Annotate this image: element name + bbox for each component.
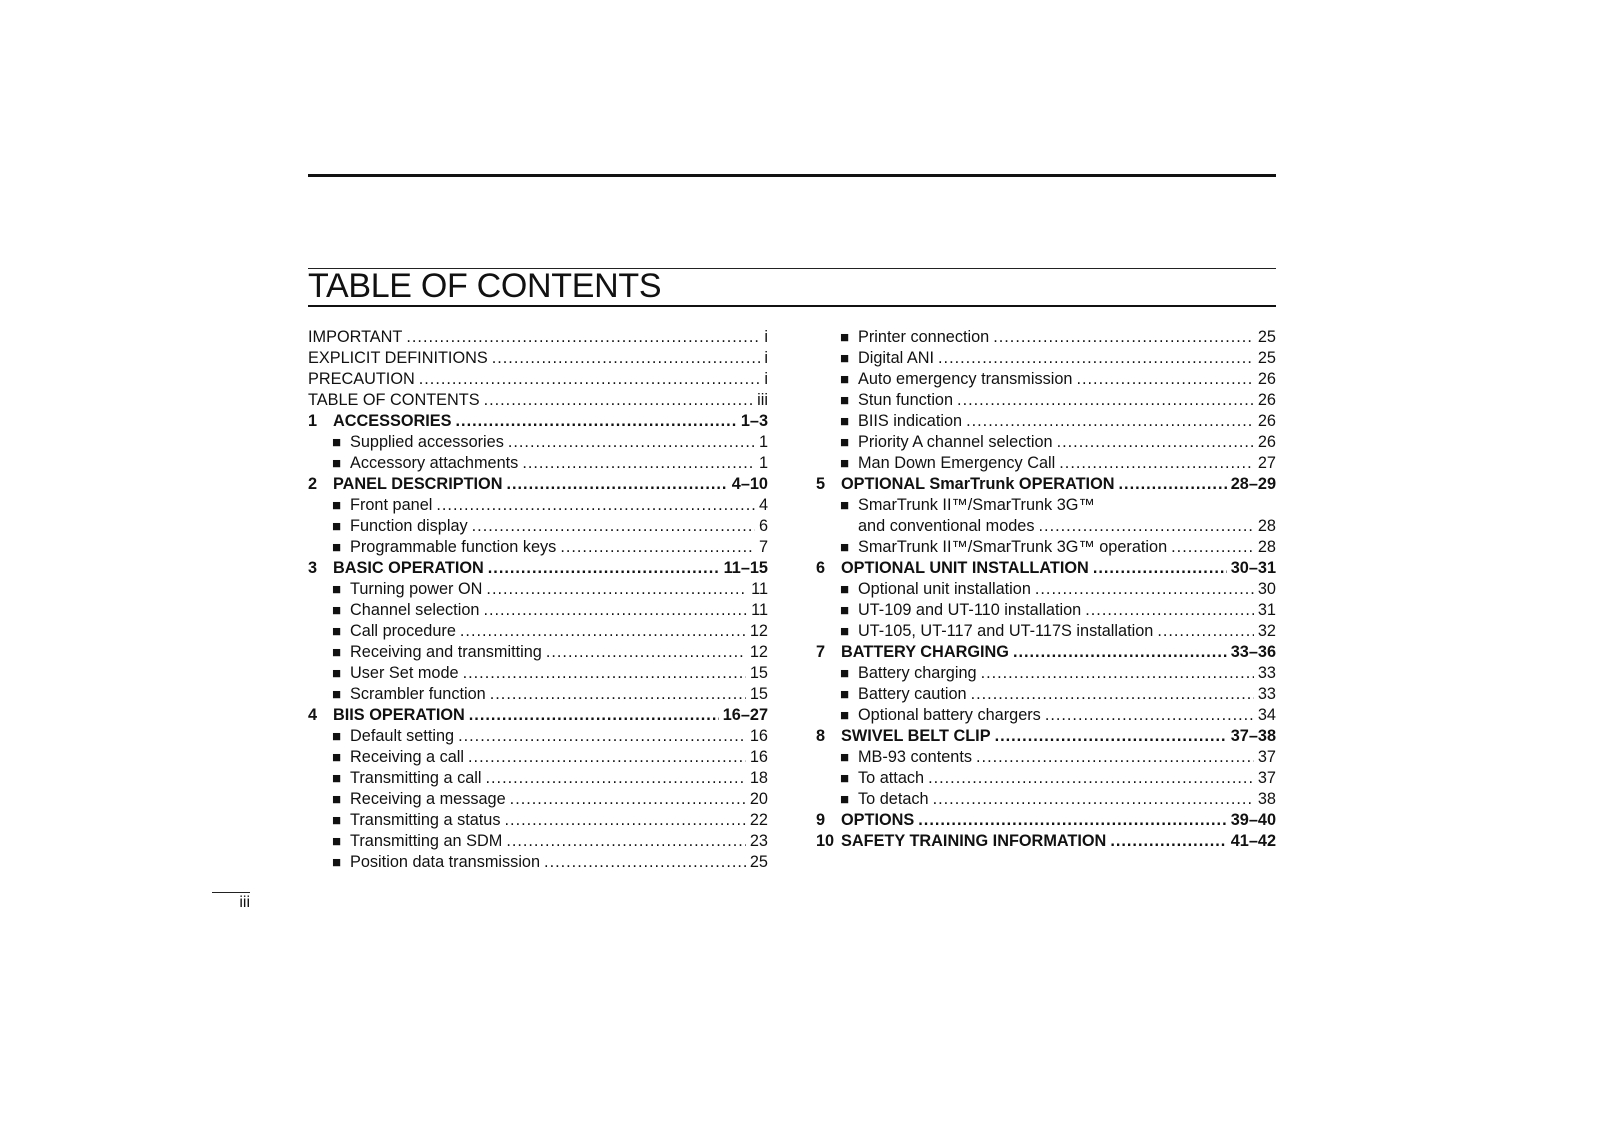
toc-section-entry[interactable] (308, 453, 768, 474)
entry-page: 11 (751, 601, 768, 619)
toc-chapter-entry[interactable] (816, 642, 1276, 663)
entry-page: i (764, 370, 768, 388)
toc-section-entry[interactable] (816, 453, 1276, 474)
toc-section-entry[interactable] (816, 579, 1276, 600)
dot-leader (976, 747, 1254, 768)
entry-page: 11 (751, 580, 768, 598)
entry-page: 7 (758, 538, 768, 556)
entry-page: 28–29 (1230, 475, 1276, 493)
entry-title: Stun function (858, 391, 954, 409)
toc-section-entry[interactable] (308, 789, 768, 810)
dot-leader (486, 579, 747, 600)
entry-page: 30 (1257, 580, 1276, 598)
entry-page: 26 (1257, 391, 1276, 409)
entry-title: Accessory attachments (350, 454, 519, 472)
dot-leader (406, 327, 760, 348)
dot-leader (436, 495, 755, 516)
entry-title: Front panel (350, 496, 433, 514)
square-bullet-icon: ■ (332, 602, 342, 619)
dot-leader (419, 369, 761, 390)
toc-section-entry[interactable] (816, 348, 1276, 369)
toc-chapter-entry[interactable] (816, 726, 1276, 747)
square-bullet-icon: ■ (332, 455, 342, 472)
chapter-number: 8 (816, 727, 826, 745)
entry-page: 26 (1257, 412, 1276, 430)
toc-section-entry[interactable] (308, 831, 768, 852)
square-bullet-icon: ■ (840, 413, 850, 430)
top-rule (308, 174, 1276, 177)
dot-leader (1171, 537, 1254, 558)
square-bullet-icon: ■ (840, 791, 850, 808)
entry-page: 4 (758, 496, 768, 514)
entry-title: Channel selection (350, 601, 480, 619)
entry-title: PRECAUTION (308, 370, 415, 388)
entry-title: PANEL DESCRIPTION (333, 475, 503, 493)
page-title: TABLE OF CONTENTS (308, 267, 662, 305)
entry-title: Receiving a call (350, 748, 465, 766)
entry-title: UT-109 and UT-110 installation (858, 601, 1082, 619)
entry-page: iii (757, 391, 768, 409)
dot-leader (460, 621, 746, 642)
entry-page: 30–31 (1230, 559, 1276, 577)
dot-leader (971, 684, 1254, 705)
dot-leader (1059, 453, 1254, 474)
square-bullet-icon: ■ (332, 749, 342, 766)
entry-title: OPTIONS (841, 811, 915, 829)
toc-section-entry[interactable] (816, 768, 1276, 789)
square-bullet-icon: ■ (332, 497, 342, 514)
entry-page: 16–27 (722, 706, 768, 724)
entry-page: 12 (749, 643, 768, 661)
toc-section-entry[interactable] (816, 390, 1276, 411)
dot-leader (472, 516, 755, 537)
entry-page: 20 (749, 790, 768, 808)
toc-section-entry[interactable] (308, 495, 768, 516)
entry-title: Default setting (350, 727, 455, 745)
toc-chapter-entry[interactable] (816, 474, 1276, 495)
entry-title: To detach (858, 790, 929, 808)
toc-front-entry[interactable] (308, 327, 768, 348)
entry-title: Man Down Emergency Call (858, 454, 1056, 472)
entry-title: SmarTrunk II™/SmarTrunk 3G™ (858, 496, 1095, 514)
chapter-number: 4 (308, 706, 318, 724)
entry-title: BIIS OPERATION (333, 706, 465, 724)
dot-leader (1076, 369, 1253, 390)
toc-section-entry[interactable] (816, 663, 1276, 684)
entry-page: 26 (1257, 370, 1276, 388)
dot-leader (484, 390, 754, 411)
toc-section-entry[interactable] (816, 621, 1276, 642)
entry-page: 38 (1257, 790, 1276, 808)
entry-title: Position data transmission (350, 853, 541, 871)
dot-leader (993, 327, 1254, 348)
dot-leader (506, 474, 727, 495)
chapter-number: 1 (308, 412, 318, 430)
dot-leader (1110, 831, 1226, 852)
toc-section-entry[interactable] (308, 516, 768, 537)
toc-section-entry[interactable] (816, 327, 1276, 348)
entry-page: 16 (749, 748, 768, 766)
dot-leader (918, 810, 1226, 831)
dot-leader (469, 705, 719, 726)
toc-left-column (308, 327, 768, 873)
entry-page: 31 (1257, 601, 1276, 619)
toc-section-entry[interactable] (308, 747, 768, 768)
toc-chapter-entry[interactable] (308, 705, 768, 726)
entry-title: SWIVEL BELT CLIP (841, 727, 991, 745)
entry-title: Receiving and transmitting (350, 643, 542, 661)
square-bullet-icon: ■ (840, 602, 850, 619)
toc-section-entry[interactable] (816, 600, 1276, 621)
dot-leader (981, 663, 1254, 684)
toc-chapter-entry[interactable] (308, 411, 768, 432)
entry-page: 6 (758, 517, 768, 535)
entry-title: Optional battery chargers (858, 706, 1041, 724)
toc-section-entry[interactable] (816, 537, 1276, 558)
square-bullet-icon: ■ (332, 665, 342, 682)
square-bullet-icon: ■ (840, 455, 850, 472)
dot-leader (1119, 474, 1227, 495)
dot-leader (1057, 432, 1254, 453)
entry-page: 15 (749, 664, 768, 682)
dot-leader (490, 684, 746, 705)
square-bullet-icon: ■ (840, 371, 850, 388)
toc-front-entry[interactable] (308, 390, 768, 411)
dot-leader (560, 537, 755, 558)
chapter-number: 5 (816, 475, 826, 493)
toc-section-entry[interactable] (308, 537, 768, 558)
entry-title: Transmitting an SDM (350, 832, 503, 850)
dot-leader (486, 768, 746, 789)
entry-page: i (764, 349, 768, 367)
entry-page: 4–10 (731, 475, 768, 493)
toc-front-entry[interactable] (308, 369, 768, 390)
toc-section-entry[interactable] (308, 684, 768, 705)
dot-leader (1039, 516, 1254, 537)
entry-title: OPTIONAL SmarTrunk OPERATION (841, 475, 1115, 493)
toc-section-entry[interactable] (816, 684, 1276, 705)
entry-page: 25 (1257, 328, 1276, 346)
dot-leader (463, 663, 746, 684)
entry-title: TABLE OF CONTENTS (308, 391, 480, 409)
entry-page: 33 (1257, 664, 1276, 682)
entry-page: 25 (1257, 349, 1276, 367)
page-number: iii (239, 894, 250, 911)
chapter-number: 2 (308, 475, 318, 493)
square-bullet-icon: ■ (332, 854, 342, 871)
entry-page: 33 (1257, 685, 1276, 703)
toc-chapter-entry[interactable] (308, 474, 768, 495)
toc-chapter-entry[interactable] (816, 831, 1276, 852)
entry-page: 22 (749, 811, 768, 829)
entry-title: UT-105, UT-117 and UT-117S installation (858, 622, 1154, 640)
entry-title: Printer connection (858, 328, 990, 346)
square-bullet-icon: ■ (840, 770, 850, 787)
square-bullet-icon: ■ (840, 329, 850, 346)
toc-section-entry[interactable] (816, 369, 1276, 390)
toc-chapter-entry[interactable] (308, 558, 768, 579)
entry-page: 33–36 (1230, 643, 1276, 661)
dot-leader (1085, 600, 1254, 621)
entry-page: 25 (749, 853, 768, 871)
dot-leader (483, 600, 747, 621)
square-bullet-icon: ■ (840, 707, 850, 724)
entry-page: i (764, 328, 768, 346)
entry-page: 1 (758, 433, 768, 451)
entry-page: 39–40 (1230, 811, 1276, 829)
toc-chapter-entry[interactable] (816, 810, 1276, 831)
toc-section-entry[interactable] (816, 432, 1276, 453)
dot-leader (938, 348, 1254, 369)
entry-page: 23 (749, 832, 768, 850)
chapter-number: 3 (308, 559, 318, 577)
entry-page: 15 (749, 685, 768, 703)
entry-page: 27 (1257, 454, 1276, 472)
dot-leader (510, 789, 746, 810)
dot-leader (995, 726, 1227, 747)
entry-title: SAFETY TRAINING INFORMATION (841, 832, 1107, 850)
chapter-number: 6 (816, 559, 826, 577)
square-bullet-icon: ■ (332, 644, 342, 661)
dot-leader (546, 642, 746, 663)
entry-title: User Set mode (350, 664, 459, 682)
square-bullet-icon: ■ (840, 623, 850, 640)
toc-section-entry[interactable] (308, 852, 768, 873)
toc-section-entry[interactable] (816, 789, 1276, 810)
toc-section-entry[interactable] (308, 768, 768, 789)
entry-title: Programmable function keys (350, 538, 557, 556)
entry-title: Battery charging (858, 664, 977, 682)
entry-title: Auto emergency transmission (858, 370, 1073, 388)
chapter-number: 7 (816, 643, 826, 661)
toc-section-entry[interactable] (816, 747, 1276, 768)
square-bullet-icon: ■ (332, 518, 342, 535)
entry-title: Digital ANI (858, 349, 935, 367)
entry-title: MB-93 contents (858, 748, 973, 766)
entry-title: IMPORTANT (308, 328, 403, 346)
entry-page: 16 (749, 727, 768, 745)
square-bullet-icon: ■ (332, 539, 342, 556)
toc-section-entry[interactable] (308, 642, 768, 663)
entry-title: BATTERY CHARGING (841, 643, 1009, 661)
square-bullet-icon: ■ (840, 749, 850, 766)
entry-title: Function display (350, 517, 468, 535)
entry-title: and conventional modes (858, 517, 1035, 535)
square-bullet-icon: ■ (332, 581, 342, 598)
dot-leader (488, 558, 720, 579)
square-bullet-icon: ■ (840, 497, 850, 514)
entry-page: 28 (1257, 538, 1276, 556)
entry-page: 41–42 (1230, 832, 1276, 850)
toc-section-entry[interactable] (816, 705, 1276, 726)
toc-section-entry[interactable] (308, 726, 768, 747)
entry-page: 32 (1257, 622, 1276, 640)
square-bullet-icon: ■ (332, 728, 342, 745)
entry-title: EXPLICIT DEFINITIONS (308, 349, 488, 367)
entry-page: 18 (749, 769, 768, 787)
entry-title: ACCESSORIES (333, 412, 452, 430)
toc-chapter-entry[interactable] (816, 558, 1276, 579)
entry-title: Turning power ON (350, 580, 483, 598)
toc-section-entry[interactable] (816, 495, 1276, 516)
entry-title: Supplied accessories (350, 433, 504, 451)
entry-title: Optional unit installation (858, 580, 1031, 598)
toc-front-entry[interactable] (308, 348, 768, 369)
square-bullet-icon: ■ (840, 539, 850, 556)
dot-leader (544, 852, 746, 873)
square-bullet-icon: ■ (332, 623, 342, 640)
dot-leader (1157, 621, 1254, 642)
dot-leader (1035, 579, 1254, 600)
entry-title: SmarTrunk II™/SmarTrunk 3G™ operation (858, 538, 1168, 556)
square-bullet-icon: ■ (840, 350, 850, 367)
square-bullet-icon: ■ (840, 392, 850, 409)
square-bullet-icon: ■ (840, 434, 850, 451)
entry-page: 37 (1257, 769, 1276, 787)
dot-leader (957, 390, 1254, 411)
entry-title: BIIS indication (858, 412, 963, 430)
toc-section-continuation[interactable] (816, 516, 1276, 537)
square-bullet-icon: ■ (332, 770, 342, 787)
entry-page: 26 (1257, 433, 1276, 451)
entry-title: Call procedure (350, 622, 456, 640)
entry-page: 28 (1257, 517, 1276, 535)
entry-title: To attach (858, 769, 925, 787)
entry-page: 11–15 (723, 559, 768, 577)
toc-section-entry[interactable] (308, 810, 768, 831)
toc-section-entry[interactable] (308, 600, 768, 621)
dot-leader (1013, 642, 1227, 663)
entry-title: Battery caution (858, 685, 967, 703)
square-bullet-icon: ■ (840, 665, 850, 682)
square-bullet-icon: ■ (332, 833, 342, 850)
entry-page: 12 (749, 622, 768, 640)
toc-section-entry[interactable] (308, 432, 768, 453)
entry-title: Receiving a message (350, 790, 506, 808)
square-bullet-icon: ■ (332, 686, 342, 703)
entry-title: OPTIONAL UNIT INSTALLATION (841, 559, 1089, 577)
square-bullet-icon: ■ (332, 812, 342, 829)
dot-leader (506, 831, 746, 852)
dot-leader (505, 810, 746, 831)
entry-page: 37–38 (1230, 727, 1276, 745)
chapter-number: 9 (816, 811, 826, 829)
entry-page: 34 (1257, 706, 1276, 724)
toc-right-column (816, 327, 1276, 852)
entry-title: Transmitting a status (350, 811, 501, 829)
entry-page: 1 (758, 454, 768, 472)
square-bullet-icon: ■ (332, 791, 342, 808)
dot-leader (456, 411, 737, 432)
dot-leader (492, 348, 761, 369)
dot-leader (458, 726, 746, 747)
toc-section-entry[interactable] (308, 579, 768, 600)
dot-leader (966, 411, 1254, 432)
entry-page: 37 (1257, 748, 1276, 766)
dot-leader (508, 432, 755, 453)
square-bullet-icon: ■ (332, 434, 342, 451)
entry-title: Transmitting a call (350, 769, 482, 787)
title-rule-bottom (308, 305, 1276, 307)
dot-leader (928, 768, 1254, 789)
square-bullet-icon: ■ (840, 581, 850, 598)
dot-leader (468, 747, 746, 768)
entry-page: 1–3 (740, 412, 768, 430)
dot-leader (1093, 558, 1227, 579)
toc-section-entry[interactable] (308, 621, 768, 642)
square-bullet-icon: ■ (840, 686, 850, 703)
toc-section-entry[interactable] (308, 663, 768, 684)
dot-leader (933, 789, 1254, 810)
entry-title: BASIC OPERATION (333, 559, 484, 577)
dot-leader (1045, 705, 1254, 726)
entry-title: Scrambler function (350, 685, 486, 703)
toc-section-entry[interactable] (816, 411, 1276, 432)
entry-title: Priority A channel selection (858, 433, 1053, 451)
dot-leader (522, 453, 755, 474)
chapter-number: 10 (816, 832, 835, 850)
